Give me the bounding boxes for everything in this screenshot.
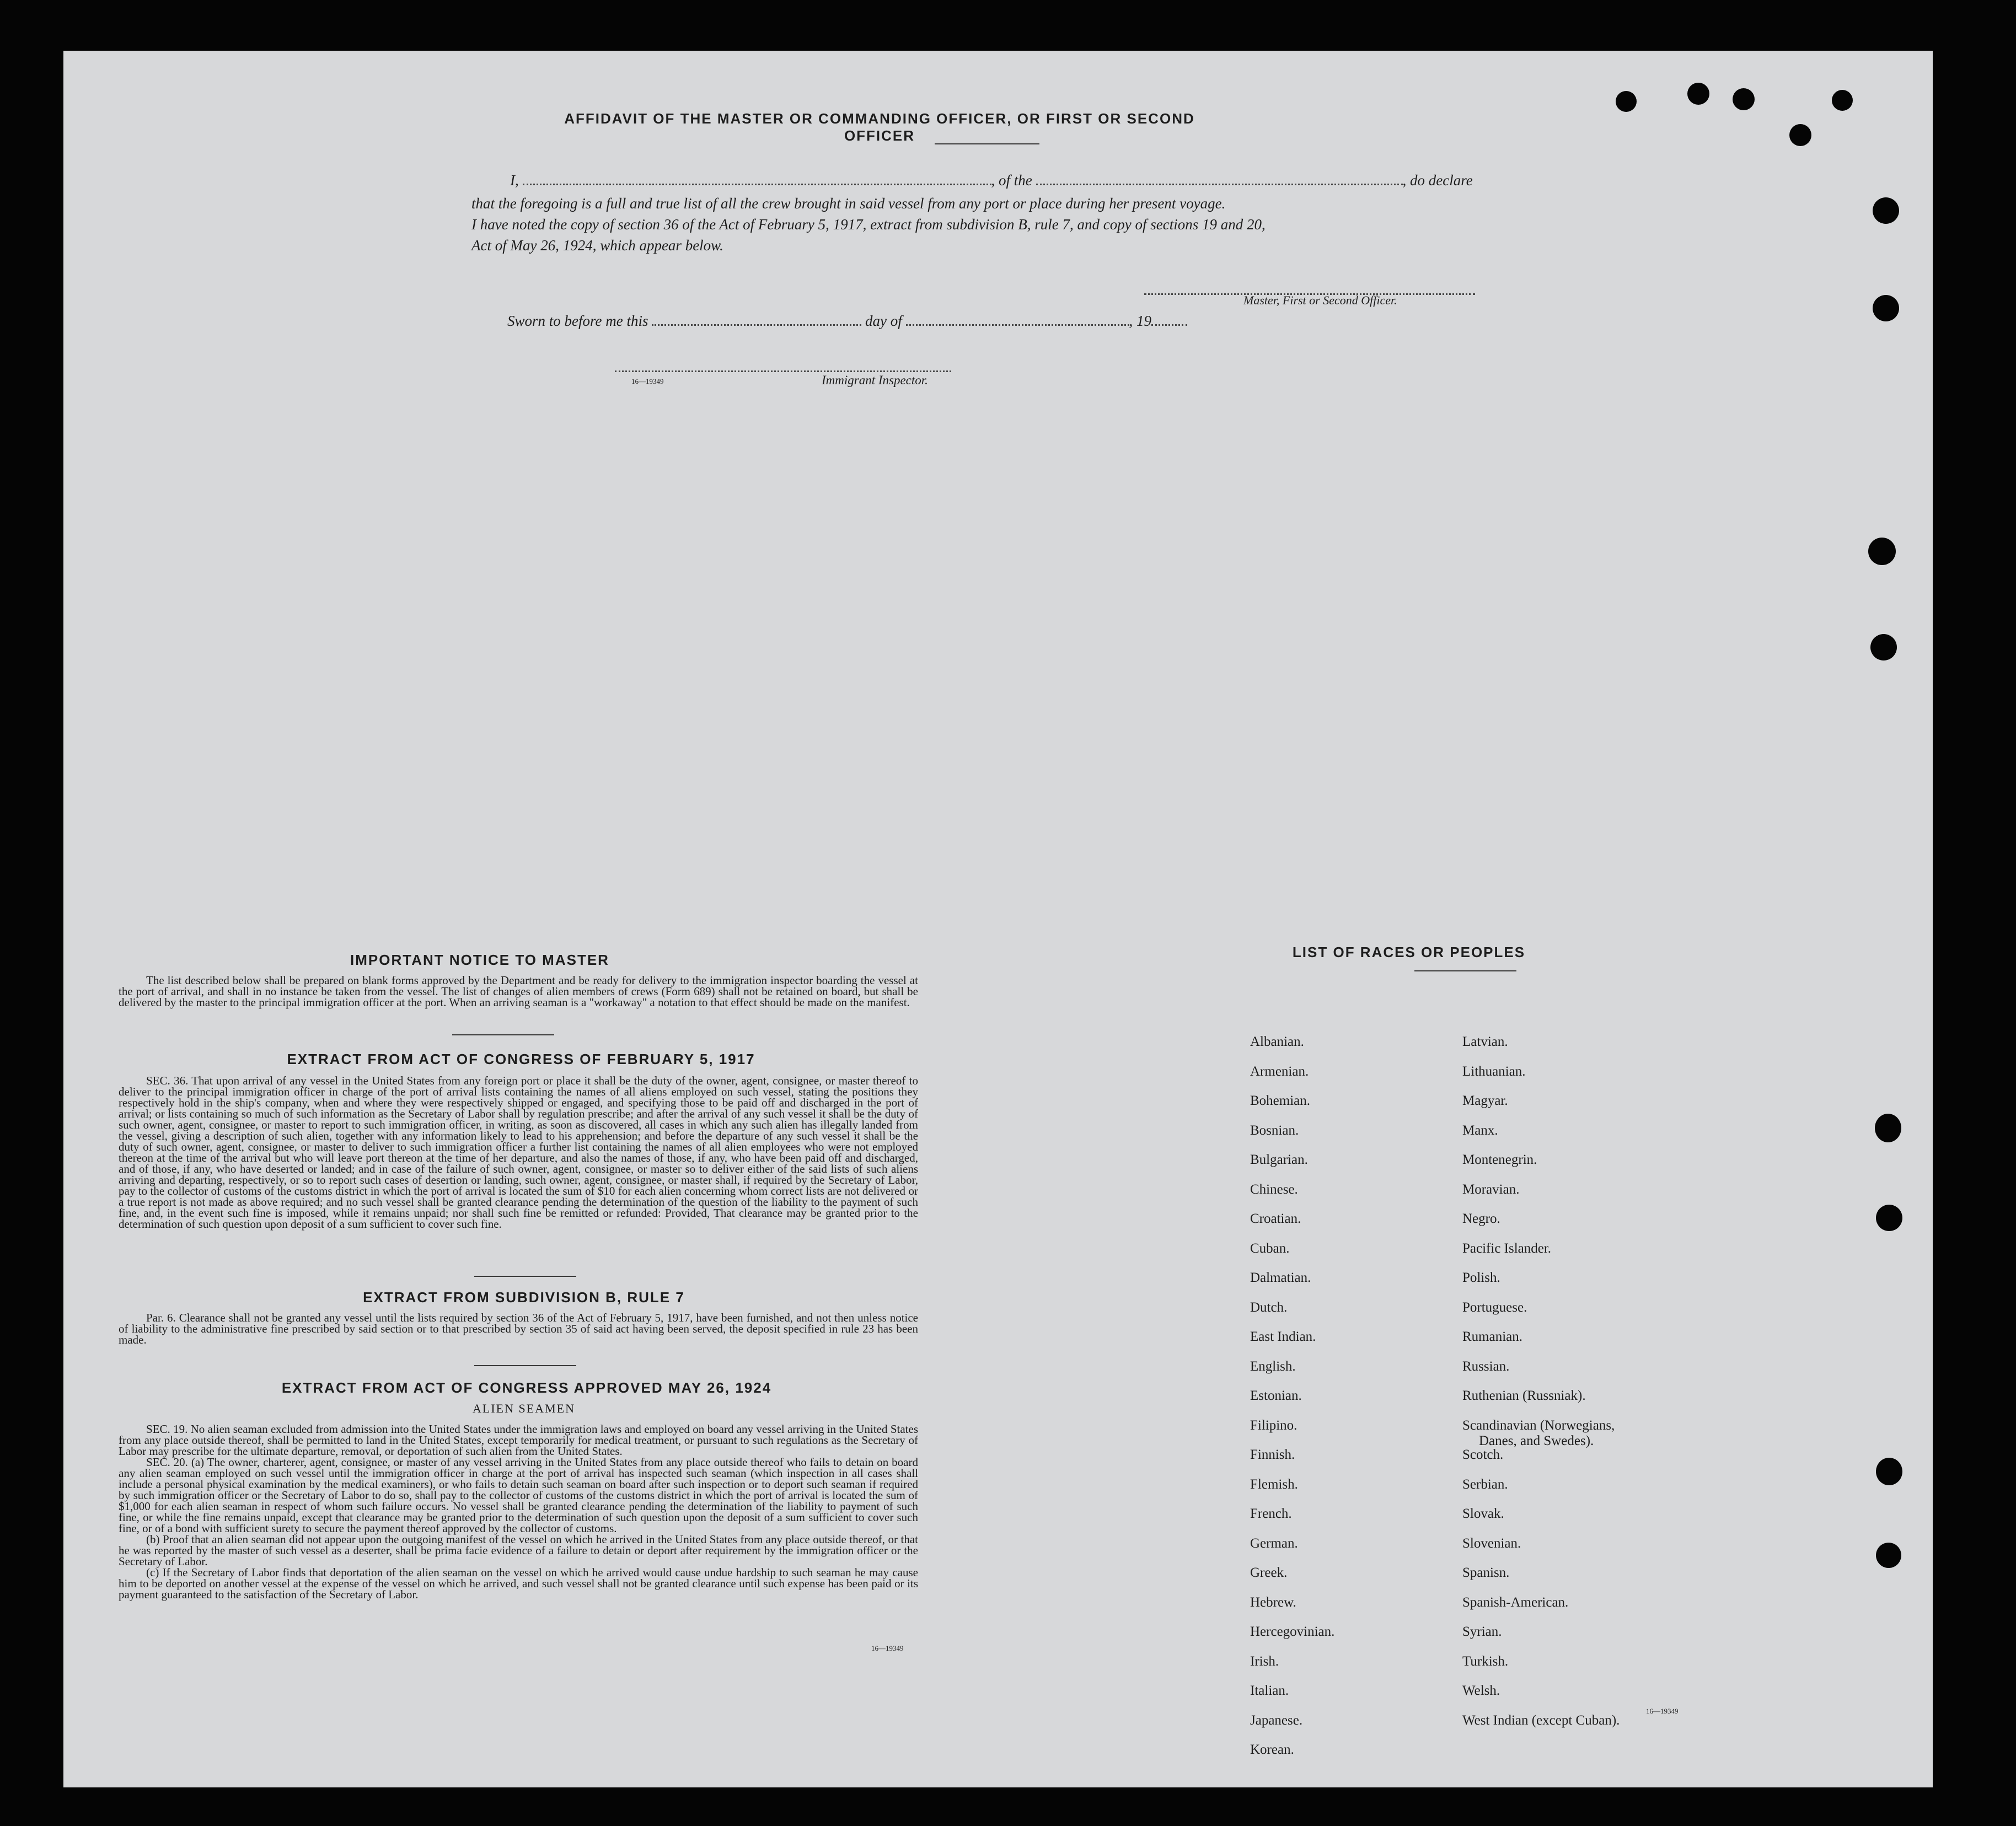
affidavit-title: AFFIDAVIT OF THE MASTER OR COMMANDING OFFICER, OR FIRST OR SECOND OFFICER	[564, 110, 1195, 144]
race-item: Spanish-American.	[1462, 1594, 1569, 1610]
extract-rule7-title: EXTRACT FROM SUBDIVISION B, RULE 7	[363, 1289, 685, 1306]
race-item: Montenegrin.	[1462, 1152, 1537, 1167]
race-item: Syrian.	[1462, 1624, 1502, 1639]
sworn-label: Sworn to before me this	[507, 313, 648, 329]
race-item: Albanian.	[1250, 1034, 1304, 1049]
punch-hole	[1832, 90, 1853, 111]
extract-1924-body	[119, 1424, 918, 1600]
race-item: Dalmatian.	[1250, 1270, 1311, 1285]
race-item: Negro.	[1462, 1211, 1500, 1226]
race-item: Bosnian.	[1250, 1123, 1299, 1138]
signature-label: Master, First or Second Officer.	[1243, 293, 1397, 307]
race-item: Manx.	[1462, 1123, 1498, 1138]
sec-20a: SEC. 20. (a) The owner, charterer, agent, consignee, or master of any vessel arriving in the United States from any place outside thereof who fails to detain on board any alien seaman employed on such vessel until the immigration officer in charge at the port of arrival has inspected such seaman (which inspection in all cases shall include a personal physical examination by the medical examiners), or who fails to detain such seaman on board after such inspection or to deport such seaman if required by such immigration officer or the Secretary of Labor to do so, shall pay to the collector of customs of the customs district in which the port of arrival is located the sum of $1,000 for each alien seaman in respect of whom such failure occurs. No vessel shall be granted clearance pending the determination of the liability to payment of such fine, or while the fine remains unpaid, except that clearance may be granted prior to the determination of such question upon the deposit of a sum sufficient to cover such fine, or of a bond with sufficient surety to secure the payment thereof approved by the collector of customs.	[119, 1456, 918, 1535]
inspector-label: Immigrant Inspector.	[822, 373, 928, 387]
extract-form-number: 16—19349	[871, 1644, 904, 1652]
race-item: Latvian.	[1462, 1034, 1508, 1049]
race-item: English.	[1250, 1358, 1296, 1374]
race-item: Polish.	[1462, 1270, 1500, 1285]
race-item: Welsh.	[1462, 1683, 1500, 1698]
sworn-day-blank[interactable]	[652, 313, 861, 326]
race-item: Rumanian.	[1462, 1329, 1523, 1344]
punch-hole	[1873, 295, 1899, 321]
inspector-signature-blank[interactable]	[615, 359, 951, 372]
sworn-year-blank[interactable]	[1151, 313, 1187, 326]
race-item: Flemish.	[1250, 1476, 1298, 1492]
extract-1917-title: EXTRACT FROM ACT OF CONGRESS OF FEBRUARY 5, 1917	[287, 1051, 755, 1067]
race-item: East Indian.	[1250, 1329, 1316, 1344]
affidavit-of-label: , of the	[991, 172, 1032, 189]
punch-hole	[1733, 88, 1755, 110]
race-item: Ruthenian (Russniak).	[1462, 1388, 1586, 1403]
extract-1924-title: EXTRACT FROM ACT OF CONGRESS APPROVED MAY 26, 1924	[281, 1379, 772, 1396]
race-item: German.	[1250, 1535, 1298, 1551]
affidavit-line-4: Act of May 26, 1924, which appear below.	[471, 237, 723, 254]
divider	[935, 143, 1039, 144]
race-item: Dutch.	[1250, 1299, 1288, 1315]
sworn-day-label: day of	[865, 313, 902, 329]
name-blank[interactable]	[523, 173, 991, 185]
race-item: Scandinavian (Norwegians,	[1462, 1417, 1615, 1433]
vessel-blank[interactable]	[1036, 173, 1403, 185]
race-item: Scotch.	[1462, 1447, 1504, 1462]
divider	[452, 1034, 554, 1035]
race-item: West Indian (except Cuban).	[1462, 1712, 1620, 1728]
race-item: French.	[1250, 1506, 1292, 1521]
extract-rule7-body: Par. 6. Clearance shall not be granted any vessel until the lists required by section 36 of the Act of February 5, 1917, have been furnished, and not then unless notice of liability to the administrative fine prescribed by said section or to that prescribed by section 35 of said act having been served, the deposit specified in rule 23 has been made.	[119, 1311, 918, 1346]
race-item: Greek.	[1250, 1565, 1288, 1580]
race-item: Chinese.	[1250, 1181, 1298, 1197]
punch-hole	[1870, 634, 1897, 660]
affidavit-line-1	[510, 172, 1473, 189]
punch-hole	[1873, 197, 1899, 224]
document-page	[63, 51, 1933, 1787]
extract-1917-body: SEC. 36. That upon arrival of any vessel in the United States from any foreign port or place it shall be the duty of the owner, agent, consignee, or master thereof to deliver to the principal immigration officer in charge of the port of arrival lists containing the names of all aliens employed on such vessel, stating the positions they respectively hold in the ship's company, when and where they were respectively shipped or engaged, and specifying those to be paid off and discharged in the port of arrival; or lists containing so much of such information as the Secretary of Labor shall by regulation prescribe; and after the arrival of any such vessel it shall be the duty of such owner, agent, consignee, or master to report to such immigration officer, in writing, as soon as discovered, all cases in which any such alien has illegally landed from the vessel, giving a description of such alien, together with any information likely to lead to his apprehension; and before the departure of any such vessel it shall be the duty of such owner, agent, consignee, or master to deliver to such immigration officer a further list containing the names of all alien employees who were not employed thereon at the time of the arrival but who will leave port thereon at the time of her departure, and also the names of those, if any, who have been paid off and discharged, and of those, if any, who have deserted or landed; and in case of the failure of such owner, agent, consignee, or master so to deliver either of the said lists of such aliens arriving and departing, respectively, or so to report such cases of desertion or landing, such owner, agent, consignee, or master shall, if required by the Secretary of Labor, pay to the collector of customs of the customs district in which the port of arrival is located the sum of $10 for each alien concerning whom correct lists are not delivered or a true report is not made as above required; and no such vessel shall be granted clearance pending the determination of the question of the liability to the payment of such fine, and, in the event such fine is imposed, while it remains unpaid; nor shall such fine be remitted or refunded: Provided, That clearance may be granted prior to the determination of such question upon deposit of a sum sufficient to cover such fine.	[119, 1074, 918, 1231]
punch-hole	[1616, 91, 1637, 112]
race-item: Pacific Islander.	[1462, 1240, 1552, 1256]
affidavit-i-label: I,	[510, 172, 519, 189]
race-item: Hebrew.	[1250, 1594, 1296, 1610]
race-item: Estonian.	[1250, 1388, 1302, 1403]
races-title: LIST OF RACES OR PEOPLES	[1292, 944, 1526, 960]
race-item: Cuban.	[1250, 1240, 1290, 1256]
race-item: Korean.	[1250, 1742, 1294, 1757]
notice-title: IMPORTANT NOTICE TO MASTER	[350, 952, 609, 968]
race-item: Bohemian.	[1250, 1093, 1311, 1108]
race-item: Russian.	[1462, 1358, 1510, 1374]
punch-hole	[1876, 1543, 1901, 1568]
race-item: Turkish.	[1462, 1653, 1509, 1669]
divider	[474, 1276, 576, 1277]
sec-20c: (c) If the Secretary of Labor finds that deportation of the alien seaman on the vessel on which he arrived would cause undue hardship to such seaman he may cause him to be deported on another vessel at the expense of the vessel on which he arrived, and such vessel shall not be granted clearance until such expense has been paid or its payment guaranteed to the satisfaction of the Secretary of Labor.	[119, 1566, 918, 1601]
race-item: Serbian.	[1462, 1476, 1508, 1492]
race-item: Hercegovinian.	[1250, 1624, 1335, 1639]
race-item: Bulgarian.	[1250, 1152, 1308, 1167]
punch-hole	[1876, 1205, 1902, 1231]
sworn-month-blank[interactable]	[906, 313, 1129, 326]
sec-19: SEC. 19. No alien seaman excluded from admission into the United States under the immigration laws and employed on board any vessel arriving in the United States from any place outside thereof, shall be permitted to land in the United States, except temporarily for medical treatment, or pursuant to such regulations as the Secretary of Labor may prescribe for the ultimate departure, removal, or deportation of such alien from the United States.	[119, 1422, 918, 1458]
race-item: Filipino.	[1250, 1417, 1297, 1433]
punch-hole	[1868, 538, 1896, 565]
divider	[474, 1365, 576, 1366]
race-item: Moravian.	[1462, 1181, 1520, 1197]
punch-hole	[1687, 83, 1709, 105]
punch-hole	[1876, 1458, 1902, 1485]
punch-hole	[1875, 1114, 1901, 1142]
race-item: Danes, and Swedes).	[1479, 1433, 1594, 1448]
affidavit-line-2: that the foregoing is a full and true list of all the crew brought in said vessel from any port or place during her present voyage.	[471, 195, 1226, 212]
race-item: Lithuanian.	[1462, 1064, 1526, 1079]
race-item: Spanisn.	[1462, 1565, 1510, 1580]
alien-seamen-subtitle: ALIEN SEAMEN	[473, 1401, 575, 1415]
races-form-number: 16—19349	[1646, 1707, 1679, 1715]
race-item: Magyar.	[1462, 1093, 1508, 1108]
race-item: Armenian.	[1250, 1064, 1309, 1079]
race-item: Slovenian.	[1462, 1535, 1521, 1551]
race-item: Italian.	[1250, 1683, 1289, 1698]
race-item: Croatian.	[1250, 1211, 1301, 1226]
punch-hole	[1789, 124, 1811, 146]
sec-20b: (b) Proof that an alien seaman did not appear upon the outgoing manifest of the vessel on which he arrived in the United States from any place outside thereof, or that he was reported by the master of such vessel as a deserter, shall be prima facie evidence of a failure to detain or deport after requirement by the immigration officer or the Secretary of Labor.	[119, 1533, 918, 1568]
divider	[1414, 970, 1516, 971]
race-item: Irish.	[1250, 1653, 1279, 1669]
sworn-line	[507, 313, 1187, 330]
sworn-year-label: , 19	[1129, 313, 1151, 329]
affidavit-declare-label: , do declare	[1402, 172, 1473, 189]
race-item: Slovak.	[1462, 1506, 1504, 1521]
race-item: Finnish.	[1250, 1447, 1295, 1462]
affidavit-form-number: 16—19349	[631, 377, 664, 385]
affidavit-line-3: I have noted the copy of section 36 of the Act of February 5, 1917, extract from subdivision B, rule 7, and copy of sections 19 and 20,	[471, 216, 1266, 233]
race-item: Japanese.	[1250, 1712, 1303, 1728]
race-item: Portuguese.	[1462, 1299, 1527, 1315]
notice-body: The list described below shall be prepared on blank forms approved by the Department and be ready for delivery to the immigration inspector boarding the vessel at the port of arrival, and shall in no instance be taken from the vessel. The list of changes of alien members of crews (Form 689) shall not be retained on board, but shall be delivered by the master to the principal immigration officer at the port. When an arriving seaman is a "workaway" a notation to that effect should be made on the manifest.	[119, 974, 918, 1009]
